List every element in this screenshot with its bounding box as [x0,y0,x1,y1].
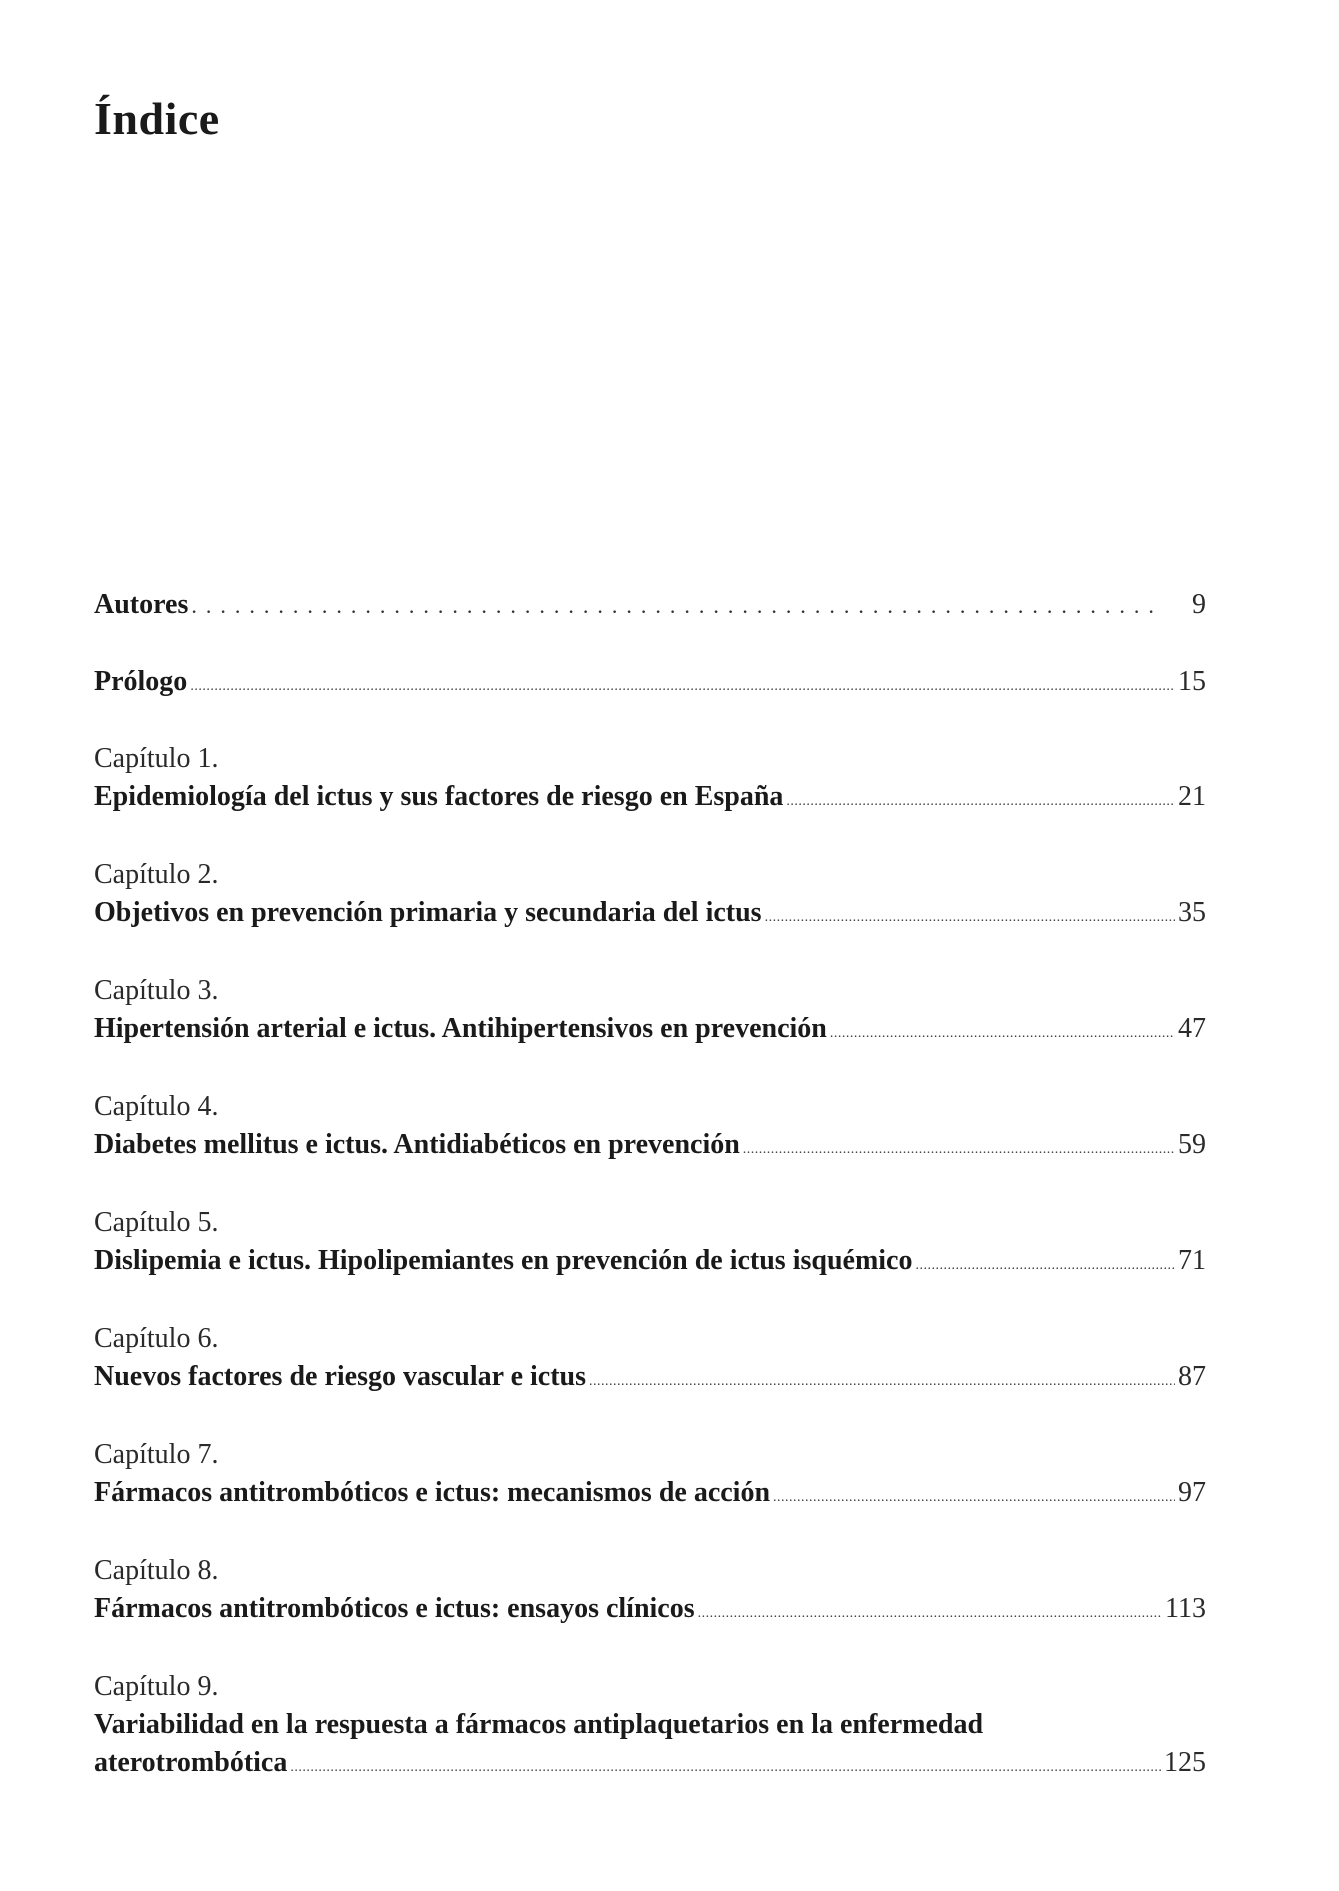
toc-entry-title: Nuevos factores de riesgo vascular e ictus [94,1361,586,1392]
toc-page-number: 21 [1178,781,1206,812]
toc-line [94,894,1206,932]
toc-entry-chapter-3[interactable] [94,972,1206,1048]
dot-leader [589,1363,1175,1401]
toc-entry-chapter-8[interactable] [94,1552,1206,1628]
toc-entry-chapter-5[interactable] [94,1204,1206,1280]
toc-page-number: 97 [1178,1477,1206,1508]
toc-entry-chapter-2[interactable] [94,856,1206,932]
toc-page-number: 59 [1178,1129,1206,1160]
dot-leader [190,668,1175,706]
chapter-label: Capítulo 6. [94,1323,219,1354]
dot-leader [786,783,1175,821]
toc-entry-title: Fármacos antitrombóticos e ictus: ensayos clínicos [94,1593,695,1624]
toc-line [94,1126,1206,1164]
toc-entry-title: Diabetes mellitus e ictus. Antidiabéticos en prevención [94,1129,740,1160]
toc-line [94,1590,1206,1628]
toc-page-number: 35 [1178,897,1206,928]
chapter-label: Capítulo 2. [94,859,219,890]
page-title: Índice [94,93,220,144]
toc-entry-prologo[interactable] [94,663,1206,701]
toc-line [94,778,1206,816]
toc-page-number: 15 [1178,666,1206,697]
dot-leader [290,1749,1161,1787]
toc-line [94,1242,1206,1280]
dot-leader [698,1595,1162,1633]
toc-entry-title: Epidemiología del ictus y sus factores de riesgo en España [94,781,784,812]
toc-entry-title: Objetivos en prevención primaria y secundaria del ictus [94,897,762,928]
toc-entry-autores[interactable] [94,586,1206,624]
toc-page-number: 9 [1192,589,1206,620]
toc-entry-chapter-9[interactable] [94,1668,1206,1782]
toc-entry-chapter-1[interactable] [94,740,1206,816]
toc-line [94,586,1206,624]
toc-entry-chapter-7[interactable] [94,1436,1206,1512]
chapter-label: Capítulo 1. [94,743,219,774]
dot-leader [773,1479,1175,1517]
dot-leader [191,587,1162,625]
toc-entry-title: Autores [94,589,189,620]
toc-line [94,1744,1206,1782]
dot-leader [830,1015,1175,1053]
toc-entry-title-line-1: Variabilidad en la respuesta a fármacos antiplaquetarios en la enfermedad [94,1709,984,1740]
chapter-label: Capítulo 9. [94,1671,219,1702]
toc-line [94,1358,1206,1396]
toc-entry-title-line-2: aterotrombótica [94,1747,288,1778]
toc-page-number: 87 [1178,1361,1206,1392]
toc-entry-title: Prólogo [94,666,188,697]
toc-entry-chapter-6[interactable] [94,1320,1206,1396]
toc-entry-chapter-4[interactable] [94,1088,1206,1164]
chapter-label: Capítulo 7. [94,1439,219,1470]
toc-line [94,1010,1206,1048]
toc-entry-title: Dislipemia e ictus. Hipolipemiantes en prevención de ictus isquémico [94,1245,913,1276]
chapter-label: Capítulo 5. [94,1207,219,1238]
chapter-label: Capítulo 8. [94,1555,219,1586]
toc-entry-title: Hipertensión arterial e ictus. Antihipertensivos en prevención [94,1013,827,1044]
dot-leader [915,1247,1175,1285]
chapter-label: Capítulo 4. [94,1091,219,1122]
toc-page-number: 125 [1164,1747,1206,1778]
toc-line [94,663,1206,701]
toc-line [94,1474,1206,1512]
toc-page-number: 47 [1178,1013,1206,1044]
dot-leader [765,899,1175,937]
dot-leader [743,1131,1175,1169]
toc-entry-title: Fármacos antitrombóticos e ictus: mecanismos de acción [94,1477,771,1508]
toc-page-number: 113 [1165,1593,1206,1624]
chapter-label: Capítulo 3. [94,975,219,1006]
toc-page-number: 71 [1178,1245,1206,1276]
